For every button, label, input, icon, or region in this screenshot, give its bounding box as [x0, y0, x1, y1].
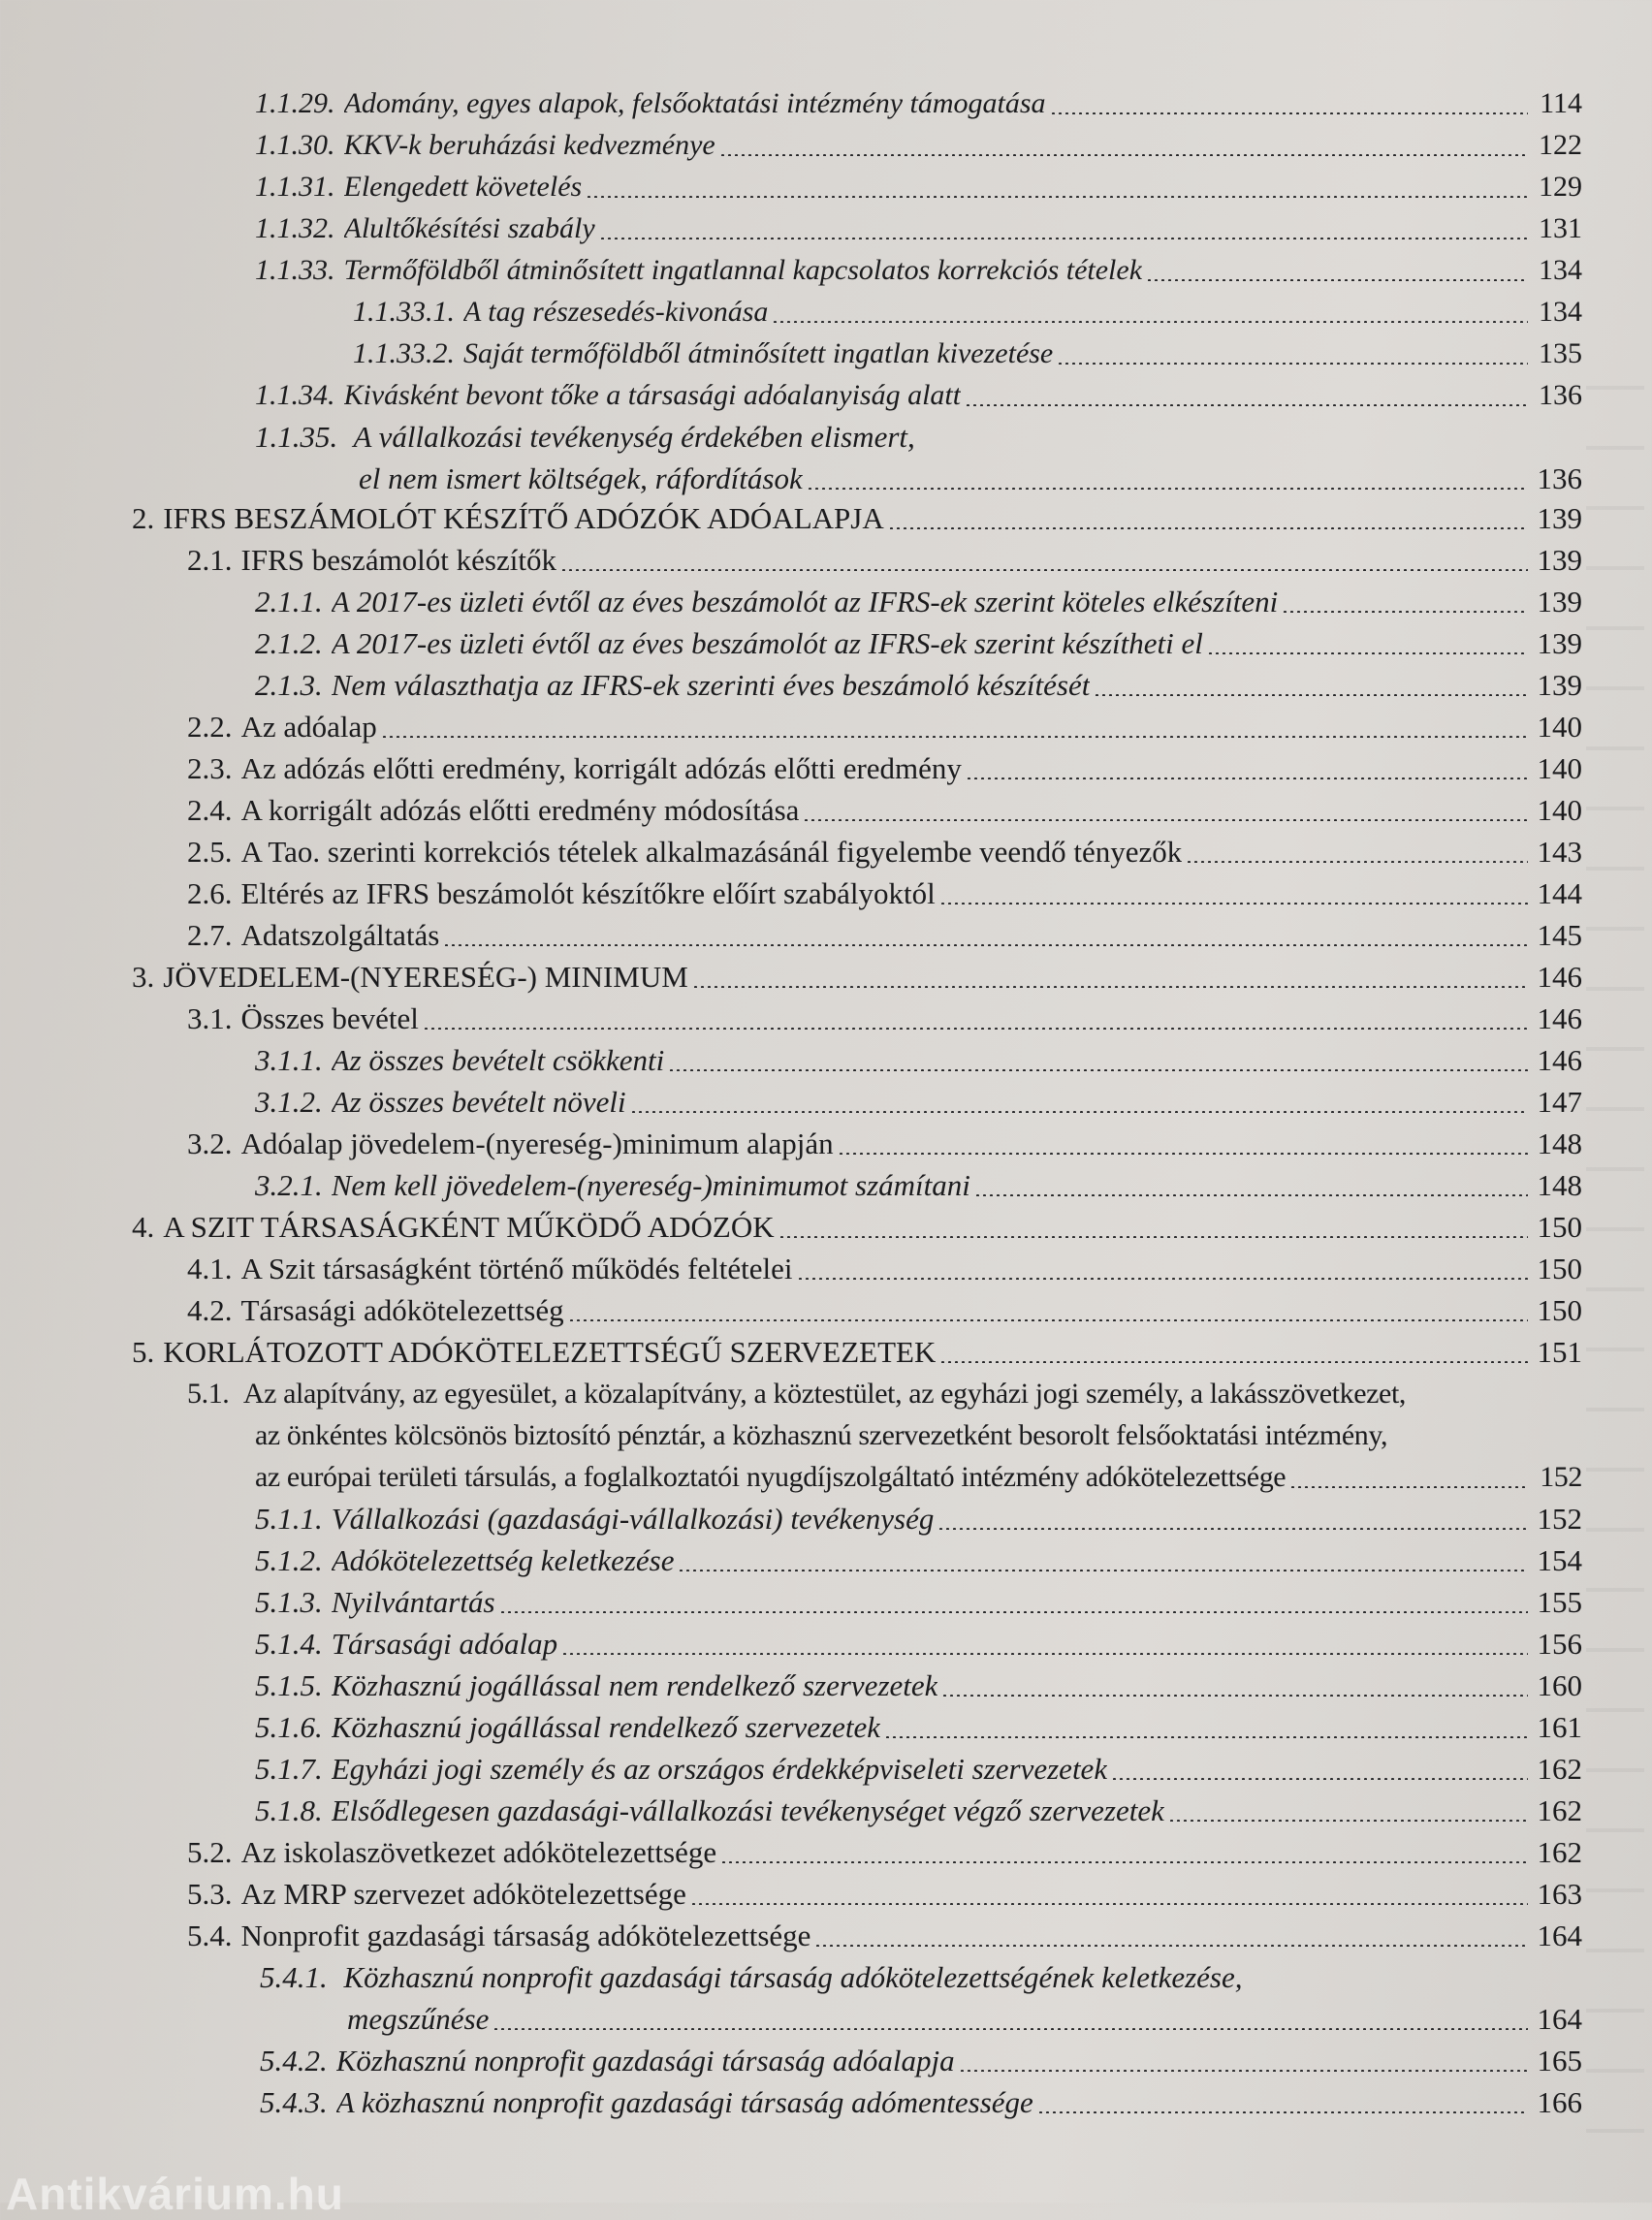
toc-entry-page: 146	[1537, 1001, 1582, 1035]
toc-entry-number: 5.2.	[187, 1835, 233, 1869]
toc-entry-number: 2.3.	[187, 751, 233, 785]
dot-leader	[499, 1611, 1528, 1613]
toc-entry-page: 163	[1537, 1877, 1582, 1911]
toc-entry-number: 3.1.1.	[255, 1043, 323, 1077]
toc-entry	[255, 208, 1582, 249]
toc-entry-title: Nem kell jövedelem-(nyereség-)minimumot számítani	[331, 1168, 970, 1202]
toc-entry-page: 166	[1537, 2085, 1582, 2119]
toc-entry	[255, 1499, 1582, 1539]
toc-entry-title: Közhasznú jogállással nem rendelkező szervezetek	[331, 1668, 938, 1702]
dot-leader	[1186, 861, 1528, 863]
dot-leader	[814, 1945, 1528, 1947]
toc-entry-number: 2.7.	[187, 918, 233, 952]
toc-entry-number: 2.1.3.	[255, 668, 323, 702]
toc-entry	[187, 748, 1582, 789]
toc-entry	[187, 832, 1582, 872]
toc-entry-number: 5.4.1.	[260, 1960, 328, 1994]
dot-leader	[1050, 112, 1528, 114]
toc-entry-page: 160	[1537, 1668, 1582, 1702]
toc-entry	[255, 83, 1582, 124]
toc-entry-title: Az összes bevételt csökkenti	[331, 1043, 665, 1077]
toc-entry-title: Egyházi jogi személy és az országos érdekképviseleti szervezetek	[331, 1752, 1108, 1786]
toc-entry-page: 156	[1537, 1627, 1582, 1661]
dot-leader	[492, 2028, 1528, 2030]
toc-entry-number: 2.1.1.	[255, 585, 323, 618]
toc-entry-page: 139	[1537, 543, 1582, 577]
toc-entry-page: 136	[1539, 379, 1582, 411]
toc-entry-page: 139	[1537, 501, 1582, 535]
toc-entry-number: 5.1.2.	[255, 1543, 323, 1577]
toc-entry-first-line	[187, 1374, 1406, 1414]
toc-entry-title: KKV-k beruházási kedvezménye	[343, 129, 715, 161]
toc-entry-page: 150	[1537, 1293, 1582, 1327]
toc-entry-page: 162	[1537, 1793, 1582, 1827]
toc-entry-page: 146	[1537, 960, 1582, 994]
toc-entry-page: 122	[1539, 129, 1582, 161]
toc-entry-page: 162	[1537, 1835, 1582, 1869]
toc-entry	[255, 1749, 1582, 1790]
toc-entry	[187, 540, 1582, 581]
toc-entry-number: 5.1.3.	[255, 1585, 323, 1619]
toc-entry-title: Elsődlegesen gazdasági-vállalkozási tevékenységet végző szervezetek	[331, 1793, 1164, 1827]
toc-entry-page: 139	[1537, 585, 1582, 618]
toc-entry-title: Vállalkozási (gazdasági-vállalkozási) tevékenység	[331, 1502, 935, 1536]
toc-entry	[187, 999, 1582, 1039]
toc-entry-number: 5.1.6.	[255, 1710, 323, 1744]
dot-leader	[692, 986, 1528, 988]
toc-entry-number: 5.1.8.	[255, 1793, 323, 1827]
toc-entry-title: Az összes bevételt növeli	[331, 1085, 626, 1119]
toc-entry-title: Termőföldből átminősített ingatlannal kapcsolatos korrekciós tételek	[343, 254, 1143, 286]
toc-entry-number: 1.1.33.2.	[353, 337, 455, 369]
toc-chapter	[132, 1332, 1582, 1373]
toc-entry-title: JÖVEDELEM-(NYERESÉG-) MINIMUM	[163, 960, 688, 994]
toc-entry-title: A SZIT TÁRSASÁGKÉNT MŰKÖDŐ ADÓZÓK	[163, 1210, 775, 1244]
toc-entry-title: Az adózás előtti eredmény, korrigált adózás előtti eredmény	[240, 751, 962, 785]
toc-entry-title: Adóalap jövedelem-(nyereség-)minimum alapján	[240, 1126, 834, 1160]
toc-entry	[359, 459, 1582, 499]
dot-leader	[1207, 652, 1528, 654]
watermark: Antikvárium.hu	[6, 2169, 344, 2219]
toc-entry-page: 151	[1537, 1335, 1582, 1369]
toc-entry	[187, 1249, 1582, 1289]
toc-entry	[187, 1874, 1582, 1915]
toc-entry	[255, 1665, 1582, 1706]
dot-leader	[630, 1111, 1528, 1113]
toc-entry-number: 1.1.33.1.	[353, 296, 455, 328]
dot-leader	[974, 1194, 1528, 1196]
toc-entry-number: 1.1.35.	[255, 420, 338, 454]
toc-entry-number: 1.1.33.	[255, 254, 335, 286]
dot-leader	[423, 1028, 1528, 1030]
dot-leader	[568, 1319, 1528, 1321]
dot-leader	[381, 736, 1528, 738]
toc-entry-page: 140	[1537, 710, 1582, 744]
dot-leader	[719, 154, 1528, 156]
toc-entry-title: Összes bevétel	[240, 1001, 419, 1035]
toc-entry-number: 2.1.	[187, 543, 233, 577]
toc-entry-title: Adomány, egyes alapok, felsőoktatási intézmény támogatása	[343, 87, 1046, 119]
toc-entry-title: Adatszolgáltatás	[240, 918, 440, 952]
toc-entry-page: 165	[1537, 2044, 1582, 2077]
toc-entry-title: Saját termőföldből átminősített ingatlan kivezetése	[463, 337, 1054, 369]
toc-entry-number: 5.1.4.	[255, 1627, 323, 1661]
toc-entry-page: 162	[1537, 1752, 1582, 1786]
toc-entry	[255, 1624, 1582, 1665]
toc-entry-page: 145	[1537, 918, 1582, 952]
dot-leader	[772, 321, 1528, 323]
toc-entry-number: 2.1.2.	[255, 626, 323, 660]
dot-leader	[797, 1278, 1528, 1280]
toc-chapter	[132, 498, 1582, 539]
dot-leader	[937, 1528, 1528, 1530]
toc-entry-title: IFRS beszámolót készítők	[240, 543, 556, 577]
dot-leader	[838, 1153, 1528, 1155]
toc-entry-page: 114	[1540, 87, 1582, 119]
toc-entry-page: 139	[1537, 626, 1582, 660]
toc-entry	[187, 915, 1582, 956]
dot-leader	[1094, 694, 1528, 696]
toc-entry-title: A 2017-es üzleti évtől az éves beszámolót az IFRS-ek szerint készítheti el	[331, 626, 1203, 660]
toc-entry-page: 140	[1537, 793, 1582, 827]
toc-entry-title: Eltérés az IFRS beszámolót készítőkre előírt szabályoktól	[240, 876, 936, 910]
dot-leader	[959, 2070, 1528, 2072]
toc-entry-title: A tag részesedés-kivonása	[463, 296, 769, 328]
toc-entry	[260, 2041, 1582, 2081]
dot-leader	[966, 777, 1528, 779]
toc-entry-page: 154	[1537, 1543, 1582, 1577]
toc-entry	[255, 1165, 1582, 1206]
toc-entry	[353, 292, 1582, 333]
toc-entry	[187, 1290, 1582, 1331]
toc-entry-number: 4.1.	[187, 1252, 233, 1285]
toc-entry	[255, 1082, 1582, 1123]
dot-leader	[884, 1736, 1528, 1738]
toc-entry-title: Nyilvántartás	[331, 1585, 495, 1619]
dot-leader	[807, 488, 1528, 490]
toc-entry-title: IFRS BESZÁMOLÓT KÉSZÍTŐ ADÓZÓK ADÓALAPJA	[163, 501, 884, 535]
dot-leader	[1168, 1820, 1528, 1822]
toc-entry-title: Közhasznú jogállással rendelkező szervezetek	[331, 1710, 880, 1744]
toc-entry	[260, 2082, 1582, 2123]
toc-entry-title: A 2017-es üzleti évtől az éves beszámolót az IFRS-ek szerint köteles elkészíteni	[331, 585, 1279, 618]
dot-leader	[690, 1903, 1528, 1905]
dot-leader	[778, 1236, 1528, 1238]
toc-entry-page: 136	[1537, 461, 1582, 495]
toc-entry-page: 152	[1540, 1461, 1582, 1493]
toc-entry-number: 2.	[132, 501, 155, 535]
toc-entry-page: 150	[1537, 1210, 1582, 1244]
toc-entry-page: 147	[1537, 1085, 1582, 1119]
dot-leader	[561, 1653, 1528, 1655]
toc-entry-title: Az adóalap	[240, 710, 377, 744]
toc-entry-page: 146	[1537, 1043, 1582, 1077]
toc-entry-title: A korrigált adózás előtti eredmény módosítása	[240, 793, 800, 827]
toc-entry-first-line	[255, 417, 915, 458]
toc-entry-middle-line	[255, 1415, 1387, 1456]
toc-entry-page: 148	[1537, 1168, 1582, 1202]
toc-entry-number: 5.	[132, 1335, 155, 1369]
toc-entry-number: 3.1.2.	[255, 1085, 323, 1119]
toc-entry-title: Kivásként bevont tőke a társasági adóalanyiság alatt	[343, 379, 962, 411]
dot-leader	[888, 527, 1528, 529]
toc-entry-title: A Szit társaságként történő működés feltételei	[240, 1252, 793, 1285]
toc-entry-number: 1.1.30.	[255, 129, 335, 161]
dot-leader	[939, 1361, 1528, 1363]
toc-entry-page: 135	[1539, 337, 1582, 369]
toc-entry-title: Elengedett követelés	[343, 171, 583, 203]
toc-entry-title-continued: az önkéntes kölcsönös biztosító pénztár, a közhasznú szervezetként besorolt felsőoktatási intézmény,	[255, 1419, 1388, 1451]
toc-entry	[187, 1916, 1582, 1956]
toc-entry	[353, 333, 1582, 374]
toc-entry-number: 1.1.32.	[255, 212, 335, 244]
dot-leader	[1282, 611, 1528, 613]
toc-entry-page: 134	[1539, 296, 1582, 328]
toc-entry	[255, 250, 1582, 291]
toc-entry-title: A közhasznú nonprofit gazdasági társaság adómentessége	[335, 2085, 1033, 2119]
toc-entry	[255, 375, 1582, 416]
dot-leader	[1111, 1778, 1528, 1780]
toc-entry-number: 1.1.29.	[255, 87, 335, 119]
toc-entry-number: 2.4.	[187, 793, 233, 827]
toc-entry-page: 134	[1539, 254, 1582, 286]
toc-entry-title-continued: az európai területi társulás, a foglalkoztatói nyugdíjszolgáltató intézmény adókötelezettsége	[255, 1461, 1287, 1493]
dot-leader	[939, 903, 1528, 904]
toc-chapter	[132, 957, 1582, 998]
toc-entry-page: 164	[1537, 1919, 1582, 1952]
toc-entry-number: 2.5.	[187, 835, 233, 869]
toc-entry	[187, 707, 1582, 747]
toc-entry	[255, 1457, 1582, 1498]
toc-entry-number: 4.2.	[187, 1293, 233, 1327]
toc-entry	[255, 1791, 1582, 1831]
toc-entry-page: 148	[1537, 1126, 1582, 1160]
toc-entry-number: 5.4.3.	[260, 2085, 328, 2119]
toc-chapter	[132, 1207, 1582, 1248]
dot-leader	[1037, 2111, 1528, 2113]
toc-entry-title: Közhasznú nonprofit gazdasági társaság adóalapja	[335, 2044, 955, 2077]
toc-entry	[255, 623, 1582, 664]
toc-entry-number: 1.1.34.	[255, 379, 335, 411]
toc-entry-title: KORLÁTOZOTT ADÓKÖTELEZETTSÉGŰ SZERVEZETEK	[163, 1335, 937, 1369]
dot-leader	[941, 1695, 1528, 1697]
dot-leader	[443, 944, 1528, 946]
toc-entry	[255, 582, 1582, 622]
toc-entry-title-continued: megszűnése	[347, 2002, 490, 2036]
toc-entry	[187, 1124, 1582, 1164]
toc-entry-page: 131	[1539, 212, 1582, 244]
dot-leader	[965, 404, 1528, 406]
toc-entry-number: 5.4.2.	[260, 2044, 328, 2077]
toc-entry-title: Az iskolaszövetkezet adókötelezettsége	[240, 1835, 717, 1869]
toc-entry-number: 5.1.5.	[255, 1668, 323, 1702]
bleed-through-column	[1586, 330, 1644, 2172]
dot-leader	[1057, 363, 1528, 365]
toc-entry	[347, 1999, 1582, 2040]
toc-entry	[187, 1832, 1582, 1873]
toc-entry	[255, 1540, 1582, 1581]
toc-entry-number: 5.3.	[187, 1877, 233, 1911]
toc-entry	[255, 125, 1582, 166]
toc-entry-first-line	[260, 1957, 1243, 1998]
toc-entry-page: 140	[1537, 751, 1582, 785]
toc-entry-page: 150	[1537, 1252, 1582, 1285]
toc-entry-number: 5.1.1.	[255, 1502, 323, 1536]
dot-leader	[668, 1069, 1528, 1071]
toc-entry-number: 5.1.	[187, 1378, 230, 1410]
dot-leader	[599, 238, 1528, 239]
toc-entry-title: Nem választhatja az IFRS-ek szerinti éves beszámoló készítését	[331, 668, 1091, 702]
toc-entry-page: 144	[1537, 876, 1582, 910]
dot-leader	[678, 1570, 1528, 1571]
dot-leader	[1146, 279, 1528, 281]
toc-entry-number: 4.	[132, 1210, 155, 1244]
toc-entry-page: 161	[1537, 1710, 1582, 1744]
toc-entry-number: 3.2.	[187, 1126, 233, 1160]
toc-entry	[187, 790, 1582, 831]
dot-leader	[1289, 1486, 1528, 1488]
toc-entry	[255, 1582, 1582, 1623]
toc-entry-number: 3.1.	[187, 1001, 233, 1035]
toc-entry-page: 164	[1537, 2002, 1582, 2036]
toc-entry	[255, 1040, 1582, 1081]
toc-entry-number: 5.1.7.	[255, 1752, 323, 1786]
toc-entry-title: Alultőkésítési szabály	[343, 212, 595, 244]
dot-leader	[560, 569, 1528, 571]
toc-entry	[187, 873, 1582, 914]
dot-leader	[803, 819, 1528, 821]
toc-entry-page: 139	[1537, 668, 1582, 702]
toc-entry-title: Társasági adóalap	[331, 1627, 558, 1661]
toc-entry-title: Társasági adókötelezettség	[240, 1293, 564, 1327]
toc-entry-title: Adókötelezettség keletkezése	[331, 1543, 675, 1577]
toc-entry	[255, 167, 1582, 207]
toc-entry-page: 155	[1537, 1585, 1582, 1619]
toc-entry-title: Az MRP szervezet adókötelezettsége	[240, 1877, 686, 1911]
toc-entry-title: A vállalkozási tevékenység érdekében elismert,	[353, 420, 915, 454]
toc-entry-title-continued: el nem ismert költségek, ráfordítások	[359, 461, 803, 495]
dot-leader	[720, 1861, 1528, 1863]
toc-entry	[255, 1707, 1582, 1748]
toc-entry-title: Nonprofit gazdasági társaság adókötelezettsége	[240, 1919, 811, 1952]
toc-entry-number: 3.2.1.	[255, 1168, 323, 1202]
toc-entry-page: 152	[1537, 1502, 1582, 1536]
toc-entry-page: 143	[1537, 835, 1582, 869]
toc-entry-title: Közhasznú nonprofit gazdasági társaság adókötelezettségének keletkezése,	[343, 1960, 1243, 1994]
toc-entry-number: 5.4.	[187, 1919, 233, 1952]
toc-entry	[255, 665, 1582, 706]
toc-entry-number: 3.	[132, 960, 155, 994]
toc-entry-number: 2.6.	[187, 876, 233, 910]
dot-leader	[586, 196, 1528, 198]
toc-entry-number: 2.2.	[187, 710, 233, 744]
toc-entry-title: A Tao. szerinti korrekciós tételek alkalmazásánál figyelembe veendő tényezők	[240, 835, 1183, 869]
toc-entry-page: 129	[1539, 171, 1582, 203]
toc-entry-title: Az alapítvány, az egyesület, a közalapítvány, a köztestület, az egyházi jogi személy, a lakásszövetkezet,	[242, 1378, 1406, 1410]
toc-entry-number: 1.1.31.	[255, 171, 335, 203]
